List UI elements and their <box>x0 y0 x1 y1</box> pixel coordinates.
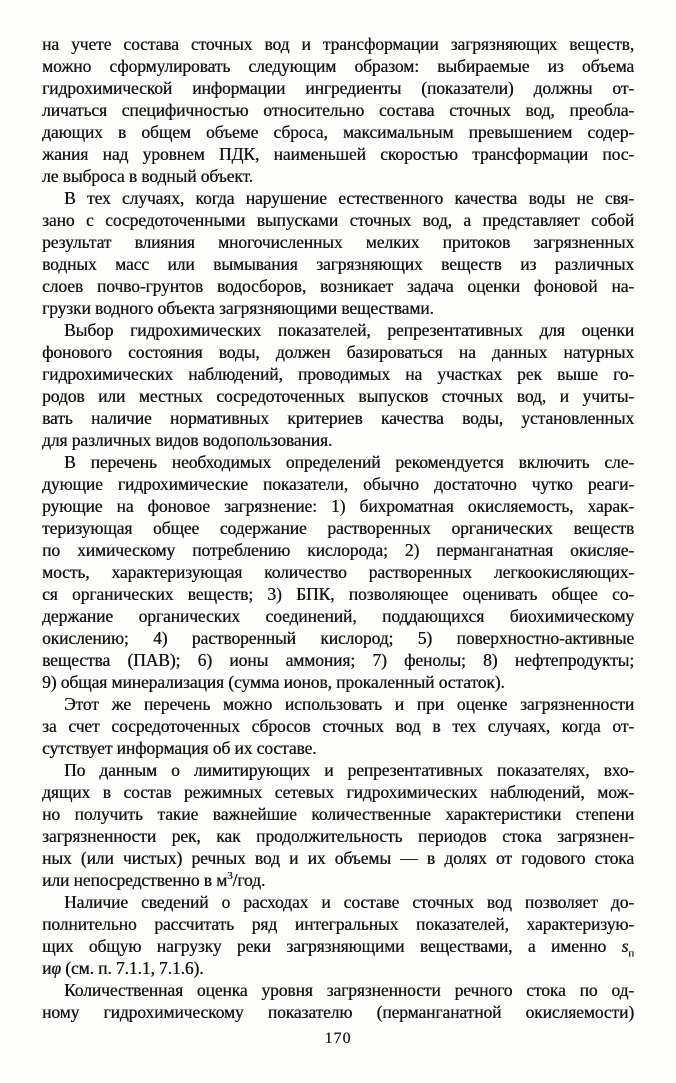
text-line: теризующая общее содержание растворенных органических веществ <box>42 518 634 538</box>
text-line: полнительно рассчитать ряд интегральных показателей, характеризую- <box>42 914 634 934</box>
text-segment: s <box>621 936 629 956</box>
paragraph <box>42 979 634 1023</box>
text-line: загрязненности рек, как продолжительность периодов стока загрязнен- <box>42 826 634 846</box>
paragraph <box>42 759 634 891</box>
paragraph <box>42 319 634 451</box>
text-segment: (см. п. 7.1.1, 7.1.6). <box>60 958 204 978</box>
text-line: можно сформулировать следующим образом: выбираемые из объема <box>42 56 634 76</box>
text-line: для различных видов водопользования. <box>42 430 333 450</box>
text-segment: или непосредственно в м <box>42 870 228 890</box>
text-line: гидрохимических наблюдений, проводимых на участках рек выше го- <box>42 364 634 384</box>
text-line: Этот же перечень можно использовать и при оценке загрязненности <box>64 694 634 714</box>
text-line <box>42 869 634 891</box>
text-line <box>42 957 634 979</box>
text-line: по химическому потреблению кислорода; 2) перманганатная окисляе- <box>42 540 634 560</box>
text-segment: 3 <box>227 870 233 883</box>
text-line: на учете состава сточных вод и трансформации загрязняющих веществ, <box>42 34 634 54</box>
text-segment: щих общую нагрузку реки загрязняющими веществами, а именно <box>42 936 622 956</box>
text-line: ся органических веществ; 3) БПК, позволяющее оценивать общее со- <box>42 584 634 604</box>
text-line: ле выброса в водный объект. <box>42 166 253 186</box>
text-line: фонового состояния воды, должен базироваться на данных натурных <box>42 342 634 362</box>
text-segment: φ <box>51 958 61 978</box>
text-line: 9) общая минерализация (сумма ионов, прокаленный остаток). <box>42 672 505 692</box>
paragraph <box>42 891 634 979</box>
text-line: ному гидрохимическому показателю (перманганатной окисляемости) <box>42 1002 634 1022</box>
text-line: водных масс или вымывания загрязняющих веществ из различных <box>42 254 634 274</box>
paragraph <box>42 451 634 693</box>
text-line: грузки водного объекта загрязняющими веществами. <box>42 298 434 318</box>
text-line: за счет сосредоточенных сбросов сточных вод в тех случаях, когда от- <box>42 716 634 736</box>
text-line: зано с сосредоточенными выпусками сточных вод, а представляет собой <box>42 210 634 230</box>
text-line: Выбор гидрохимических показателей, репрезентативных для оценки <box>64 320 634 340</box>
text-line: слоев почво-грунтов водосборов, возникает задача оценки фоновой на- <box>42 276 634 296</box>
text-line: результат влияния многочисленных мелких притоков загрязненных <box>42 232 634 252</box>
text-line <box>42 935 634 957</box>
text-line: дающих в общем объеме сброса, максимальным превышением содер- <box>42 122 634 142</box>
text-line: окислению; 4) растворенный кислород; 5) поверхностно-активные <box>42 628 634 648</box>
text-line: держание органических соединений, поддающихся биохимическому <box>42 606 634 626</box>
text-line: рующие на фоновое загрязнение: 1) бихроматная окисляемость, харак- <box>42 496 634 516</box>
text-line: Количественная оценка уровня загрязненности речного стока по од- <box>64 980 634 1000</box>
text-line: но получить такие важнейшие количественные характеристики степени <box>42 804 634 824</box>
text-line: вать наличие нормативных критериев качества воды, установленных <box>42 408 634 428</box>
text-line: В перечень необходимых определений рекомендуется включить сле- <box>64 452 634 472</box>
paragraph <box>42 187 634 319</box>
text-line: вещества (ПАВ); 6) ионы аммония; 7) фенолы; 8) нефтепродукты; <box>42 650 634 670</box>
text-line: дующие гидрохимические показатели, обычно достаточно чутко реаги- <box>42 474 634 494</box>
text-block <box>42 33 634 1023</box>
paragraph <box>42 33 634 187</box>
text-line: ных (или чистых) речных вод и их объемы — в долях от годового стока <box>42 848 634 868</box>
text-line: жания над уровнем ПДК, наименьшей скоростью трансформации пос- <box>42 144 634 164</box>
paragraph <box>42 693 634 759</box>
text-line: родов или местных сосредоточенных выпусков сточных вод, и учиты- <box>42 386 634 406</box>
text-segment: /год. <box>232 870 266 890</box>
text-line: гидрохимической информации ингредиенты (показатели) должны от- <box>42 78 634 98</box>
text-line: дящих в состав режимных сетевых гидрохимических наблюдений, мож- <box>42 782 634 802</box>
text-line: В тех случаях, когда нарушение естественного качества воды не свя- <box>64 188 634 208</box>
text-line: По данным о лимитирующих и репрезентативных показателях, вхо- <box>64 760 634 780</box>
text-line: личаться специфичностью относительно состава сточных вод, преобла- <box>42 100 634 120</box>
text-line: Наличие сведений о расходах и составе сточных вод позволяет до- <box>64 892 634 912</box>
page-number: 170 <box>324 1030 352 1047</box>
text-segment: и <box>42 958 52 978</box>
text-line: сутствует информация об их составе. <box>42 738 317 758</box>
text-segment: п <box>628 947 634 957</box>
text-line: мость, характеризующая количество растворенных легкоокисляющих- <box>42 562 634 582</box>
